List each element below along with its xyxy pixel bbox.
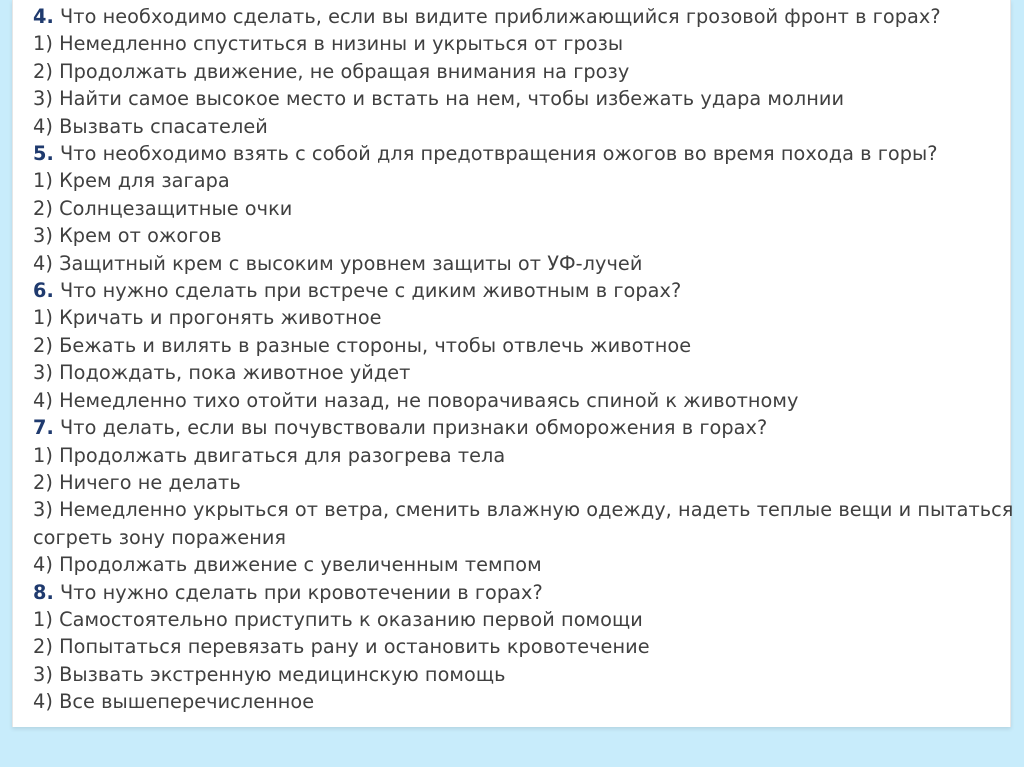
question-text: Что нужно сделать при встрече с диким животным в горах? — [60, 279, 682, 303]
question-text: Что необходимо взять с собой для предотвращения ожогов во время похода в горы? — [60, 142, 938, 166]
answer-option: 3) Найти самое высокое место и встать на нем, чтобы избежать удара молнии — [33, 87, 845, 111]
answer-option: 2) Солнцезащитные очки — [33, 196, 293, 220]
question-number: 6. — [33, 279, 54, 303]
question-number: 7. — [33, 416, 54, 440]
answer-option: 1) Продолжать двигаться для разогрева тела — [33, 443, 506, 467]
question-block — [33, 3, 1017, 140]
question-7 — [33, 414, 1017, 441]
question-number: 4. — [33, 5, 54, 28]
answer-option: 3) Вызвать экстренную медицинскую помощь — [33, 662, 506, 686]
question-block — [33, 277, 1017, 414]
answer-option: 1) Крем для загара — [33, 169, 230, 193]
answer-option: 3) Подождать, пока животное уйдет — [33, 361, 411, 385]
slide-panel — [12, 0, 1014, 727]
answer-option: 2) Продолжать движение, не обращая внимания на грозу — [33, 59, 630, 83]
quiz-content — [33, 3, 1017, 716]
question-block — [33, 414, 1017, 578]
answer-option: 4) Все вышеперечисленное — [33, 690, 315, 714]
question-number: 5. — [33, 142, 54, 166]
question-text: Что нужно сделать при кровотечении в горах? — [60, 580, 543, 604]
question-number: 8. — [33, 580, 54, 604]
question-6 — [33, 277, 1017, 304]
question-block — [33, 579, 1017, 716]
question-5 — [33, 140, 1017, 167]
question-8 — [33, 579, 1017, 606]
answer-option: 2) Ничего не делать — [33, 470, 241, 494]
answer-option: 1) Кричать и прогонять животное — [33, 306, 382, 330]
answer-option: 3) Немедленно укрыться от ветра, сменить влажную одежду, надеть теплые вещи и пытаться согреть зону поражения — [33, 498, 1014, 549]
question-block — [33, 140, 1017, 277]
question-text: Что необходимо сделать, если вы видите приближающийся грозовой фронт в горах? — [60, 5, 941, 28]
answer-option: 4) Продолжать движение с увеличенным темпом — [33, 553, 542, 577]
answer-option: 4) Защитный крем с высоким уровнем защиты от УФ-лучей — [33, 251, 643, 275]
answer-option: 3) Крем от ожогов — [33, 224, 222, 248]
answer-option: 4) Немедленно тихо отойти назад, не поворачиваясь спиной к животному — [33, 388, 799, 412]
answer-option: 2) Попытаться перевязать рану и остановить кровотечение — [33, 635, 650, 659]
question-text: Что делать, если вы почувствовали признаки обморожения в горах? — [60, 416, 768, 440]
answer-option: 4) Вызвать спасателей — [33, 114, 268, 138]
question-4 — [33, 3, 1017, 30]
answer-option: 2) Бежать и вилять в разные стороны, чтобы отвлечь животное — [33, 333, 692, 357]
answer-option: 1) Немедленно спуститься в низины и укрыться от грозы — [33, 32, 624, 56]
answer-option: 1) Самостоятельно приступить к оказанию первой помощи — [33, 607, 643, 631]
